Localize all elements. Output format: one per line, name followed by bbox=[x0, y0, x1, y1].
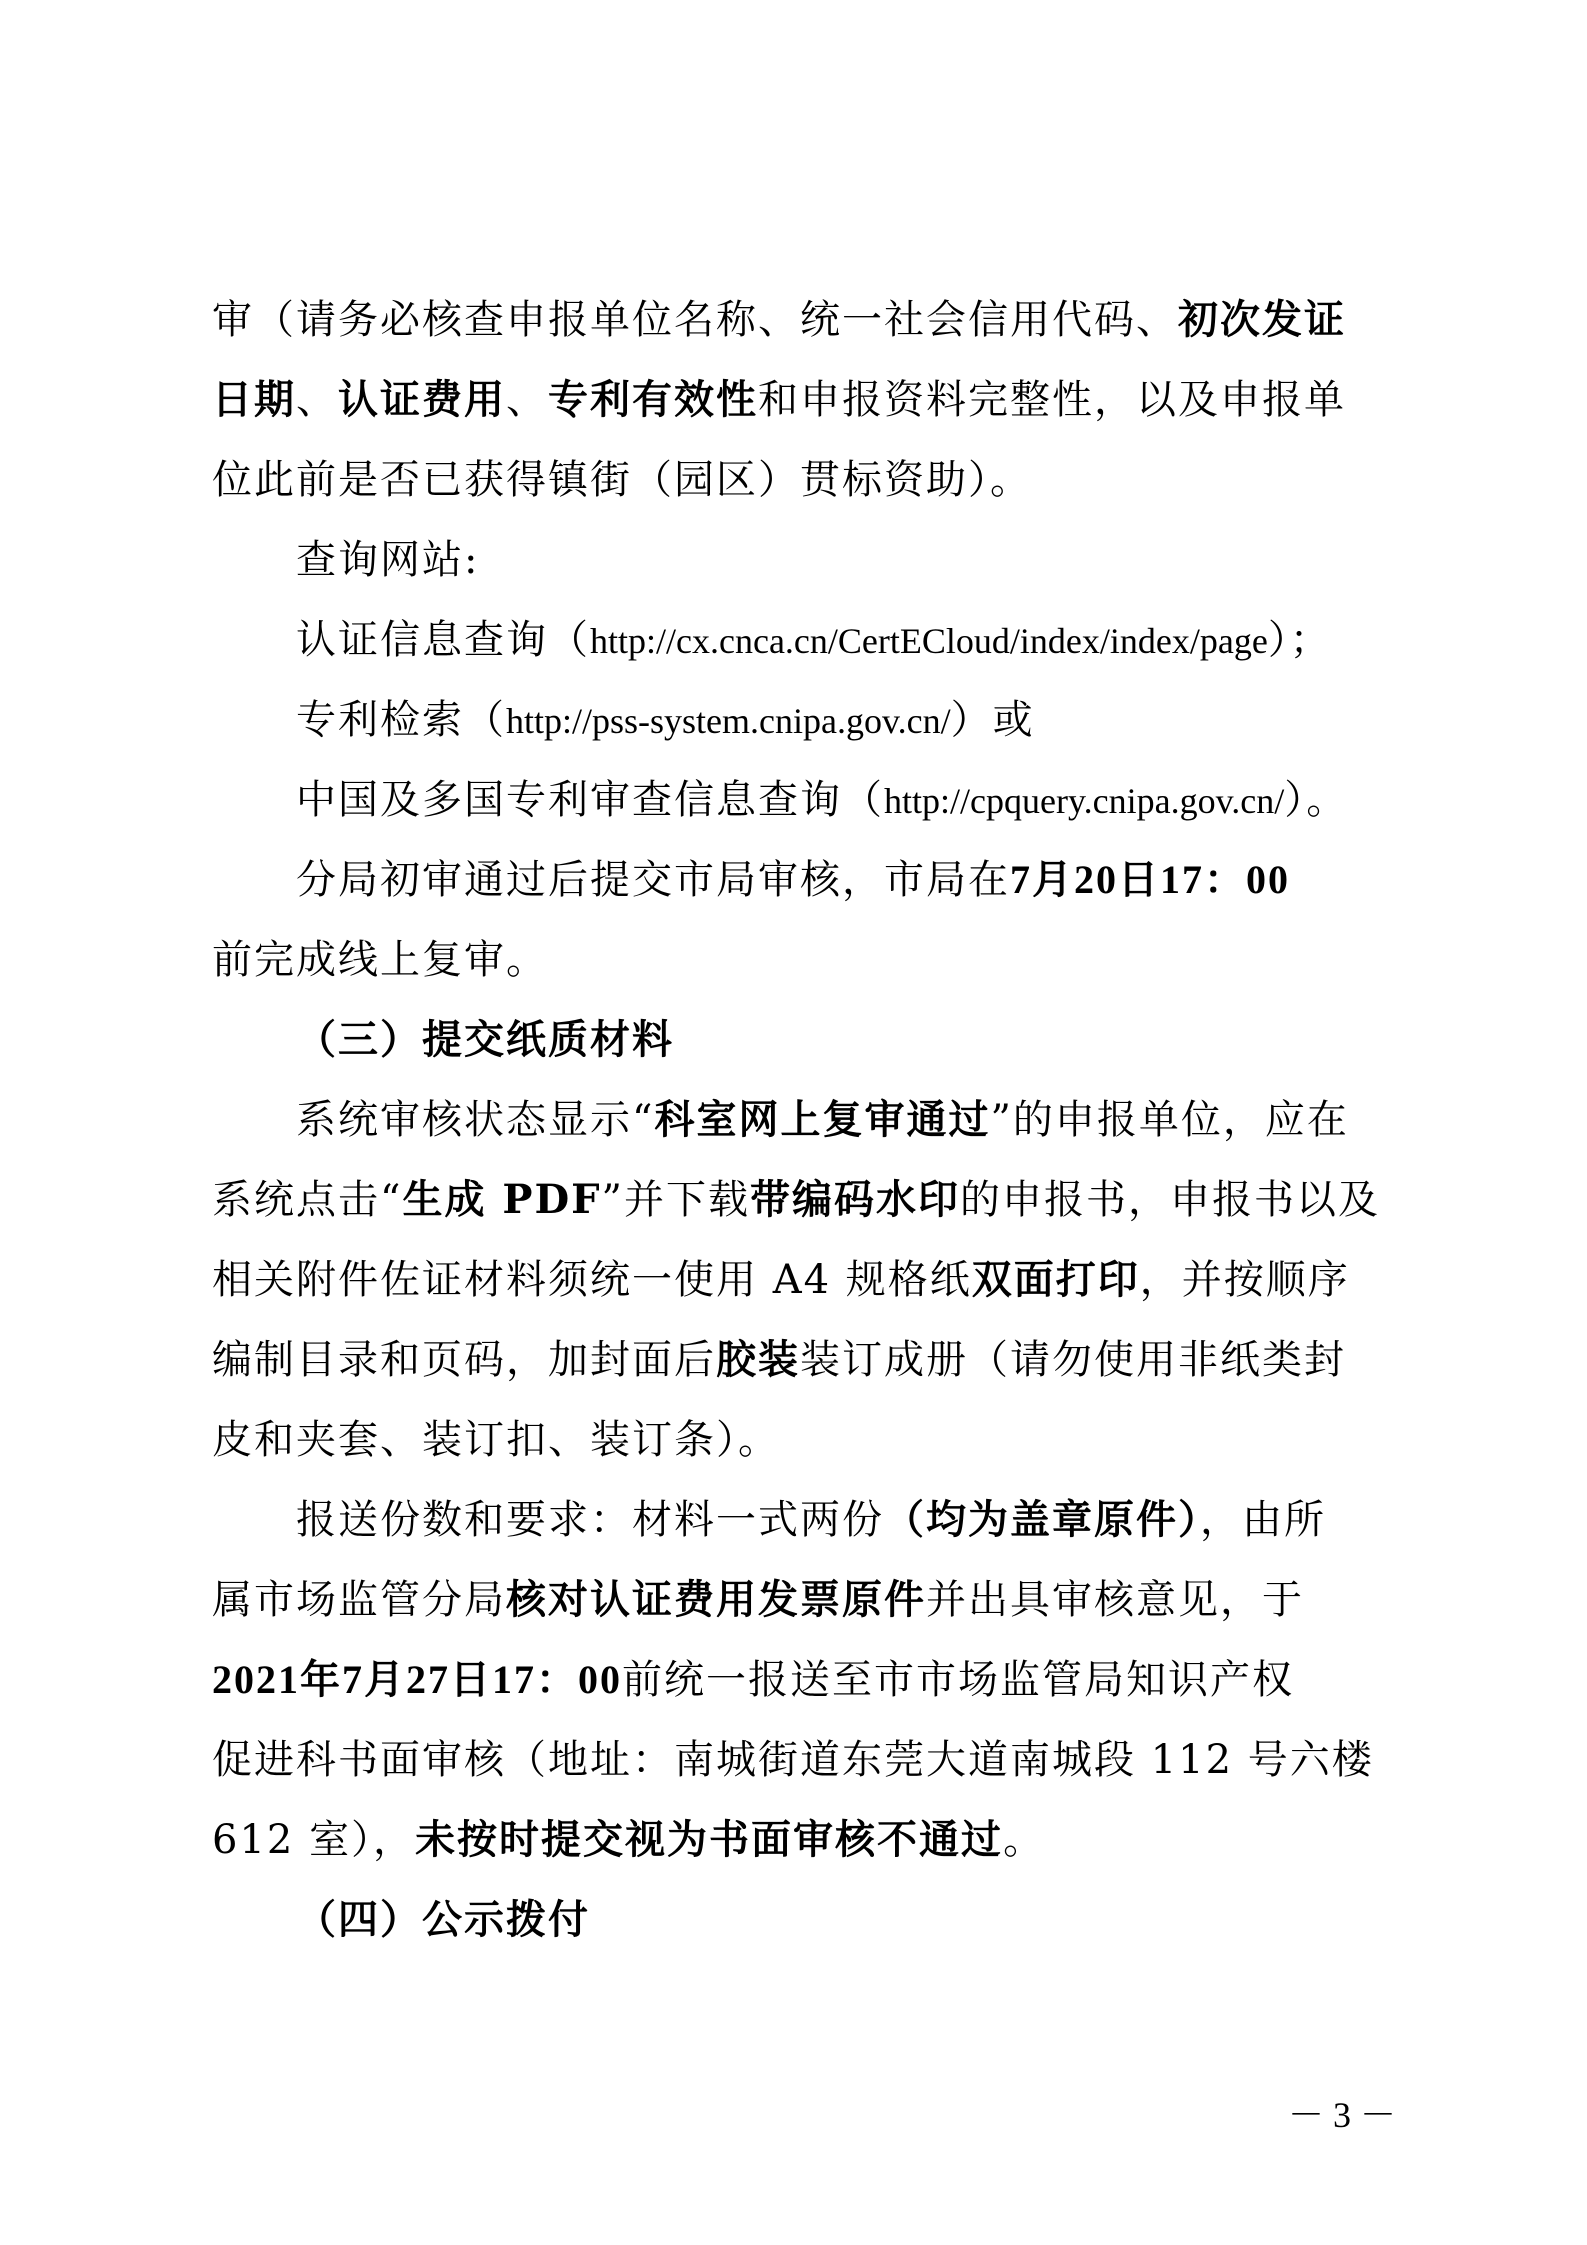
paragraph-line: 系统审核状态显示“科室网上复审通过”的申报单位，应在 bbox=[296, 1096, 1349, 1143]
multi-country-patent-link[interactable]: http://cpquery.cnipa.gov.cn/ bbox=[884, 781, 1285, 821]
paragraph-line: 编制目录和页码，加封面后胶装装订成册（请勿使用非纸类封 bbox=[212, 1336, 1346, 1383]
paragraph-line bbox=[212, 290, 1382, 350]
paragraph-line: 报送份数和要求：材料一式两份（均为盖章原件），由所 bbox=[296, 1496, 1326, 1543]
paragraph-line: 前完成线上复审。 bbox=[212, 937, 548, 983]
cert-query-line: 认证信息查询（http://cx.cnca.cn/CertECloud/index/index/page）； bbox=[296, 617, 1332, 663]
cert-query-link[interactable]: http://cx.cnca.cn/CertECloud/index/index/page bbox=[590, 621, 1268, 661]
bold-text: 初次发证 bbox=[1178, 296, 1346, 343]
deadline-text: 7月20日17：00 bbox=[1010, 857, 1290, 902]
bold-text: 生成 PDF bbox=[402, 1176, 602, 1223]
page-number: － 3 － bbox=[1288, 2095, 1397, 2135]
deadline-text: 2021年7月27日17：00 bbox=[212, 1657, 622, 1702]
text-run: 、 bbox=[506, 377, 548, 423]
paragraph-line bbox=[212, 450, 1382, 510]
bold-text: 专利有效性 bbox=[548, 376, 758, 423]
paragraph-line: 促进科书面审核（地址：南城街道东莞大道南城段 112 号六楼 bbox=[212, 1737, 1374, 1783]
paragraph-line: 属市场监管分局核对认证费用发票原件并出具审核意见，于 bbox=[212, 1576, 1304, 1623]
paragraph-line bbox=[212, 370, 1382, 430]
paragraph-line: 分局初审通过后提交市局审核，市局在7月20日17：00 bbox=[296, 857, 1290, 903]
text-run: 位此前是否已获得镇街（园区）贯标资助）。 bbox=[212, 457, 1032, 503]
bold-text: 未按时提交视为书面审核不通过 bbox=[415, 1816, 1004, 1863]
paragraph-line: 相关附件佐证材料须统一使用 A4 规格纸双面打印，并按顺序 bbox=[212, 1256, 1350, 1303]
bold-text: 认证费用 bbox=[338, 376, 506, 423]
bold-text: 日期 bbox=[212, 376, 296, 423]
patent-search-link[interactable]: http://pss-system.cnipa.gov.cn/ bbox=[506, 701, 951, 741]
bold-text: 带编码水印 bbox=[750, 1176, 960, 1223]
paragraph-line: 系统点击“生成 PDF”并下载带编码水印的申报书，申报书以及 bbox=[212, 1176, 1380, 1223]
paragraph-line: 612 室），未按时提交视为书面审核不通过。 bbox=[212, 1816, 1046, 1863]
section-heading: （四）公示拨付 bbox=[296, 1896, 590, 1943]
text-run: 审（请务必核查申报单位名称、统一社会信用代码、 bbox=[212, 297, 1178, 343]
bold-text: （均为盖章原件） bbox=[884, 1496, 1200, 1543]
bold-text: 科室网上复审通过 bbox=[654, 1096, 991, 1143]
bold-text: 胶装 bbox=[716, 1336, 800, 1383]
paragraph-line: 皮和夹套、装订扣、装订条）。 bbox=[212, 1417, 780, 1463]
bold-text: 双面打印 bbox=[971, 1256, 1140, 1303]
multi-country-patent-line: 中国及多国专利审查信息查询（http://cpquery.cnipa.gov.cn/）。 bbox=[296, 777, 1349, 823]
section-heading: （三）提交纸质材料 bbox=[296, 1016, 674, 1063]
text-run: 和申报资料完整性，以及申报单 bbox=[758, 377, 1346, 423]
query-label: 查询网站: bbox=[296, 537, 480, 583]
bold-text: 核对认证费用发票原件 bbox=[506, 1576, 926, 1623]
paragraph-line: 2021年7月27日17：00前统一报送至市市场监管局知识产权 bbox=[212, 1657, 1294, 1703]
patent-search-line: 专利检索（http://pss-system.cnipa.gov.cn/）或 bbox=[296, 697, 1035, 743]
text-run: 、 bbox=[296, 377, 338, 423]
